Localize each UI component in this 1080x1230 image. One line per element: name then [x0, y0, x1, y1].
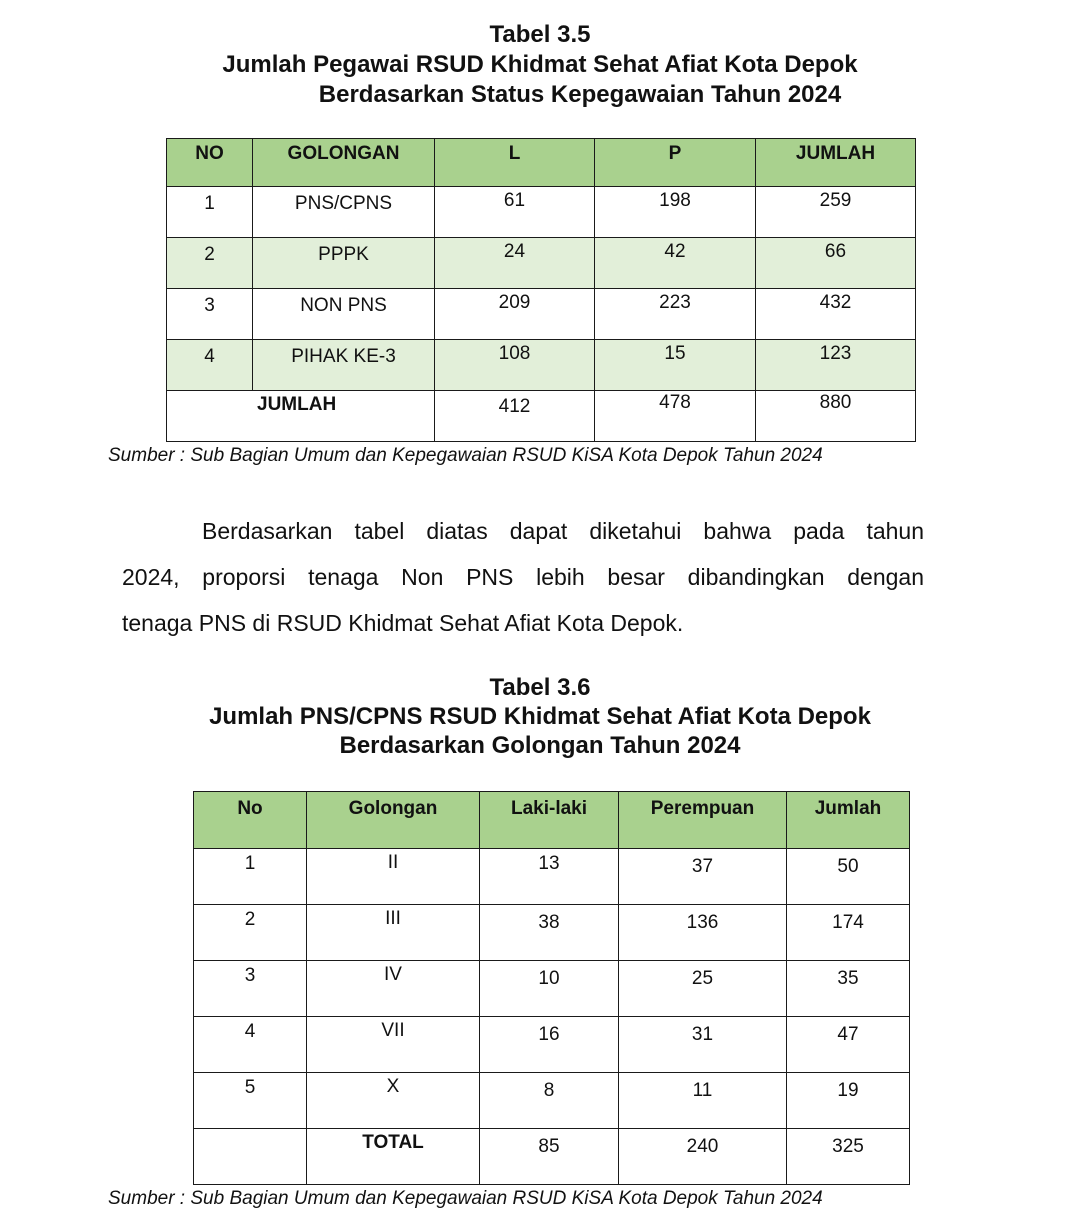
table-cell: VII	[307, 1017, 480, 1073]
table-cell: IV	[307, 961, 480, 1017]
table2-title-line1: Jumlah PNS/CPNS RSUD Khidmat Sehat Afiat Kota Depok	[209, 703, 871, 730]
table-cell: 61	[435, 187, 595, 238]
table-cell: 25	[619, 961, 787, 1017]
table-cell: 35	[787, 961, 910, 1017]
table-row	[194, 849, 910, 905]
table-cell	[194, 1129, 307, 1185]
table-cell: 1	[167, 187, 253, 238]
table-cell: PPPK	[253, 238, 435, 289]
table-cell: PIHAK KE-3	[253, 340, 435, 391]
table1-header-jumlah: JUMLAH	[756, 139, 916, 187]
table1-header-golongan: GOLONGAN	[253, 139, 435, 187]
table-cell: 50	[787, 849, 910, 905]
table2-total-l: 85	[480, 1129, 619, 1185]
table-cell: 259	[756, 187, 916, 238]
table2-header-golongan: Golongan	[307, 792, 480, 849]
table-row	[194, 1017, 910, 1073]
table-cell: 15	[595, 340, 756, 391]
table1	[166, 138, 916, 442]
table-cell: 66	[756, 238, 916, 289]
paragraph-line1: Berdasarkan tabel diatas dapat diketahui bahwa pada tahun	[202, 518, 924, 544]
table1-total-l: 412	[435, 391, 595, 442]
table-cell: 37	[619, 849, 787, 905]
body-paragraph	[122, 508, 924, 646]
paragraph-line2: 2024, proporsi tenaga Non PNS lebih besar dibandingkan dengan	[122, 564, 924, 590]
table-cell: 3	[167, 289, 253, 340]
table-row	[167, 289, 916, 340]
table2-total-jumlah: 325	[787, 1129, 910, 1185]
table-cell: 10	[480, 961, 619, 1017]
table-row	[167, 187, 916, 238]
table-cell: 16	[480, 1017, 619, 1073]
table-cell: 432	[756, 289, 916, 340]
table1-header-no: NO	[167, 139, 253, 187]
table-cell: 24	[435, 238, 595, 289]
table-cell: 11	[619, 1073, 787, 1129]
table-cell: PNS/CPNS	[253, 187, 435, 238]
table-cell: 8	[480, 1073, 619, 1129]
table2-header-perempuan: Perempuan	[619, 792, 787, 849]
table1-total-label: JUMLAH	[167, 391, 435, 442]
table2-label: Tabel 3.6	[489, 674, 591, 701]
table1-source: Sumber : Sub Bagian Umum dan Kepegawaian RSUD KiSA Kota Depok Tahun 2024	[108, 445, 823, 466]
table-cell: 4	[167, 340, 253, 391]
table-cell: 108	[435, 340, 595, 391]
table-cell: 5	[194, 1073, 307, 1129]
table-cell: 198	[595, 187, 756, 238]
table-cell: 174	[787, 905, 910, 961]
table-row	[167, 238, 916, 289]
table-cell: III	[307, 905, 480, 961]
table2-total-p: 240	[619, 1129, 787, 1185]
table-cell: 2	[194, 905, 307, 961]
table1-header-p: P	[595, 139, 756, 187]
table2	[193, 791, 910, 1185]
table-cell: NON PNS	[253, 289, 435, 340]
table-row	[194, 1073, 910, 1129]
table2-total-row	[194, 1129, 910, 1185]
table-cell: 209	[435, 289, 595, 340]
table1-header-row	[167, 139, 916, 187]
table-cell: 31	[619, 1017, 787, 1073]
table1-title-line1: Jumlah Pegawai RSUD Khidmat Sehat Afiat Kota Depok	[222, 51, 858, 78]
table1-total-jumlah: 880	[756, 391, 916, 442]
table2-source: Sumber : Sub Bagian Umum dan Kepegawaian RSUD KiSA Kota Depok Tahun 2024	[108, 1188, 823, 1209]
table-cell: 1	[194, 849, 307, 905]
table-cell: 4	[194, 1017, 307, 1073]
table-cell: 223	[595, 289, 756, 340]
table2-header-no: No	[194, 792, 307, 849]
table2-total-label: TOTAL	[307, 1129, 480, 1185]
table-cell: 2	[167, 238, 253, 289]
table1-label: Tabel 3.5	[489, 21, 591, 48]
table1-title-line2: Berdasarkan Status Kepegawaian Tahun 2024	[318, 81, 842, 108]
table-row	[194, 961, 910, 1017]
paragraph-line3: tenaga PNS di RSUD Khidmat Sehat Afiat Kota Depok.	[122, 610, 684, 636]
table-cell: 42	[595, 238, 756, 289]
table2-title-line2: Berdasarkan Golongan Tahun 2024	[339, 732, 741, 759]
table-cell: 19	[787, 1073, 910, 1129]
table1-header-l: L	[435, 139, 595, 187]
table1-total-row	[167, 391, 916, 442]
table-cell: 38	[480, 905, 619, 961]
table2-header-jumlah: Jumlah	[787, 792, 910, 849]
table-cell: 123	[756, 340, 916, 391]
table-cell: 13	[480, 849, 619, 905]
table-cell: 136	[619, 905, 787, 961]
table-cell: II	[307, 849, 480, 905]
table2-header-laki: Laki-laki	[480, 792, 619, 849]
table-cell: 47	[787, 1017, 910, 1073]
table-row	[167, 340, 916, 391]
table2-header-row	[194, 792, 910, 849]
table-row	[194, 905, 910, 961]
table-cell: X	[307, 1073, 480, 1129]
table-cell: 3	[194, 961, 307, 1017]
table1-total-p: 478	[595, 391, 756, 442]
